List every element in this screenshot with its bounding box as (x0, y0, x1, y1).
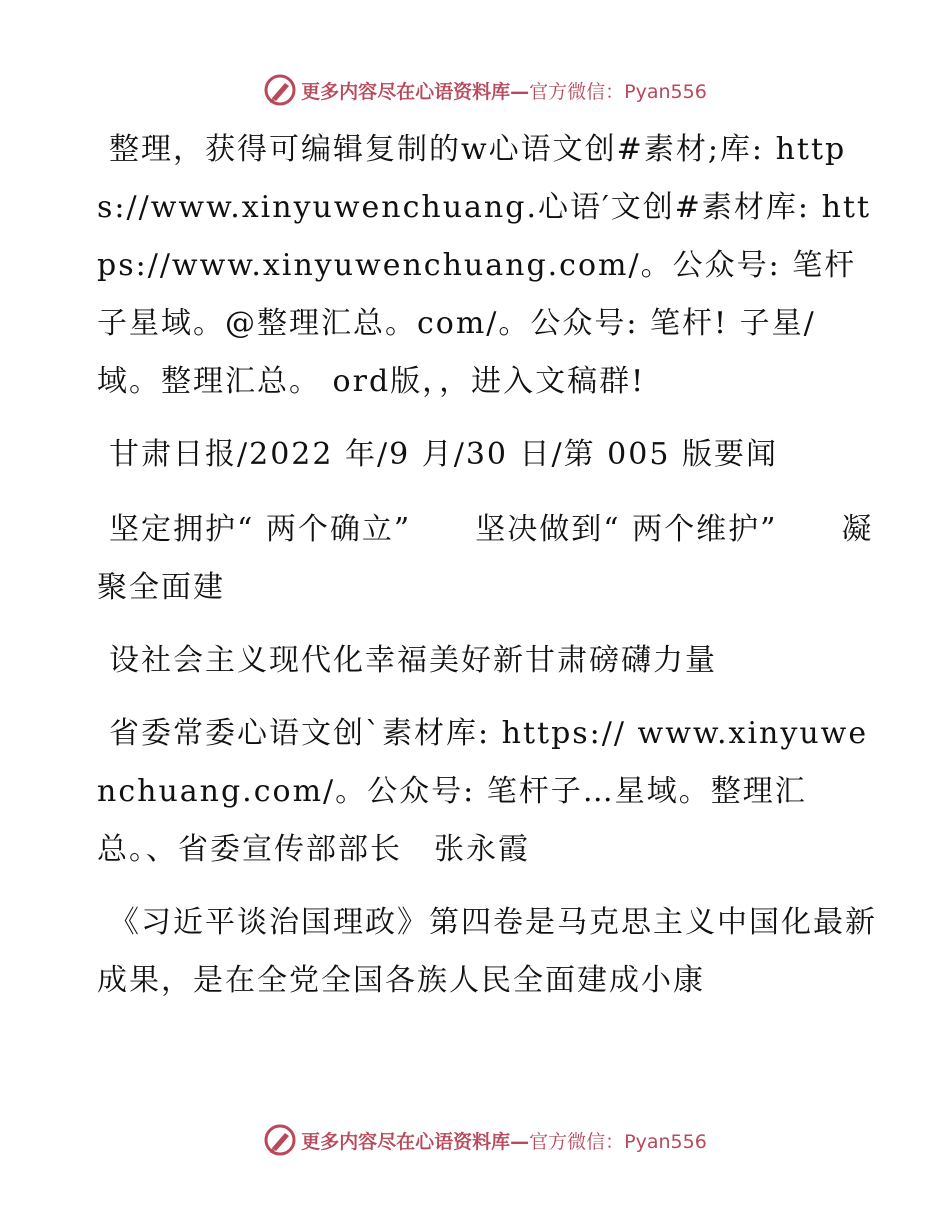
header-banner-text: 更多内容尽在心语资料库— (301, 80, 530, 103)
document-body (97, 121, 877, 1010)
footer-banner (0, 1120, 950, 1160)
pen-logo-icon (263, 73, 297, 107)
pen-logo-icon (263, 1123, 297, 1157)
header-banner-inner (263, 73, 707, 107)
paragraph-author: 省委常委心语文创`素材库: https:// www.xinyuwenchuang.com/。公众号: 笔杆子…星域。整理汇总。、省委宣传部部长 张永霞 (97, 716, 869, 867)
header-banner-wechat: 官方微信：Pyan556 (529, 80, 707, 103)
header-banner (0, 70, 950, 110)
footer-banner-text: 更多内容尽在心语资料库— (301, 1130, 530, 1153)
footer-banner-wechat: 官方微信：Pyan556 (529, 1130, 707, 1153)
paragraph-body: 《习近平谈治国理政》第四卷是马克思主义中国化最新成果，是在全党全国各族人民全面建成小康 (97, 905, 877, 998)
paragraph-headline-cont: 设社会主义现代化幸福美好新甘肃磅礴力量 (109, 643, 717, 678)
paragraph-headline: 坚定拥护“ 两个确立” 坚决做到“ 两个维护” 凝聚全面建 (97, 512, 874, 605)
footer-banner-inner (263, 1123, 707, 1157)
paragraph-source: 甘肃日报/2022 年/9 月/30 日/第 005 版要闻 (109, 437, 778, 472)
paragraph-intro: 整理，获得可编辑复制的w心语文创#素材;库: https://www.xinyuwenchuang.心语′文创#素材库: https://www.xinyuwenchuang.com/。公众号: 笔杆子星域。@整理汇总。com/。公众号: 笔杆! 子星/域。整理汇总。 ord版，，进入文稿群! (97, 132, 872, 399)
